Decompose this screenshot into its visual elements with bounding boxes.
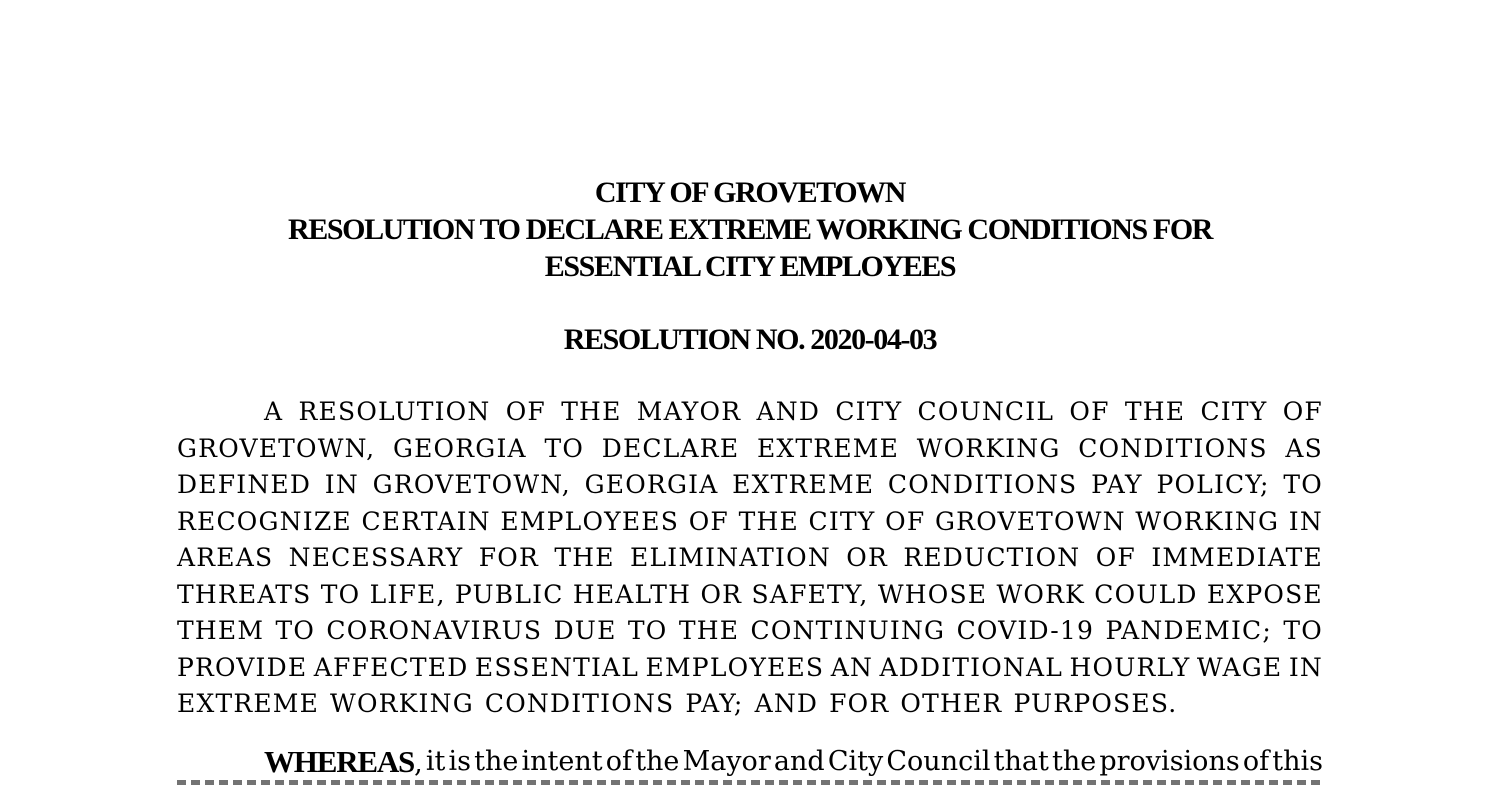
preamble-word: CITY <box>808 507 876 536</box>
whereas-next-line-cropped <box>177 780 1323 785</box>
whereas-word: this <box>1272 746 1323 777</box>
preamble-word: EMPLOYEES <box>500 507 680 536</box>
whereas-word: it <box>425 746 446 777</box>
preamble-line <box>177 613 1323 649</box>
preamble-word: COUNCIL <box>917 397 1055 426</box>
preamble-word: GEORGIA <box>392 434 527 463</box>
preamble-word: AN <box>830 653 874 682</box>
preamble-word: GROVETOWN, <box>177 434 376 463</box>
preamble-word: OF <box>1069 397 1110 426</box>
preamble-word: FOR <box>829 689 890 718</box>
preamble-word: THE <box>561 397 622 426</box>
whereas-word: intent <box>521 746 603 777</box>
preamble-word: THREATS <box>177 580 312 609</box>
preamble-line <box>177 504 1323 540</box>
preamble-word: ESSENTIAL <box>474 653 640 682</box>
whereas-word: of <box>1242 746 1270 777</box>
whereas-word: Council <box>886 746 991 777</box>
preamble-word: PROVIDE <box>177 653 308 682</box>
preamble-word: CONTINUING <box>750 616 946 645</box>
preamble-word: EXTREME <box>732 470 875 499</box>
preamble-word: NECESSARY <box>288 543 464 572</box>
preamble-word: WORK <box>996 580 1086 609</box>
preamble-word: MAYOR <box>636 397 742 426</box>
preamble-word: PANDEMIC; <box>1105 616 1273 645</box>
whereas-word: provisions <box>1099 746 1240 777</box>
preamble-word: PAY <box>1091 470 1143 499</box>
preamble-word: OF <box>885 507 926 536</box>
whereas-keyword: WHEREAS, <box>264 744 423 779</box>
preamble-word: CONDITIONS <box>887 470 1078 499</box>
whereas-word: City <box>827 746 884 777</box>
preamble-word: AND <box>754 689 819 718</box>
preamble-word: WORKING <box>916 434 1061 463</box>
preamble-word: CONDITIONS <box>484 689 675 718</box>
preamble-word: OF <box>688 507 729 536</box>
preamble-word: IN <box>1288 653 1323 682</box>
preamble-word: PURPOSES. <box>1013 689 1178 718</box>
preamble-word: TO <box>627 616 668 645</box>
preamble-word: CITY <box>835 397 903 426</box>
whereas-word: and <box>773 746 825 777</box>
preamble-word: A <box>264 397 284 426</box>
whereas-word: Mayor <box>682 746 771 777</box>
preamble-word: AND <box>756 397 821 426</box>
preamble-word: EMPLOYEES <box>645 653 825 682</box>
preamble-word: THE <box>1124 397 1186 426</box>
preamble-line <box>177 467 1323 503</box>
preamble-word: DUE <box>553 616 617 645</box>
whereas-word: the <box>1051 746 1097 777</box>
heading-city: CITY OF GROVETOWN <box>594 176 906 209</box>
preamble-word: THEM <box>177 616 265 645</box>
preamble-word: THE <box>738 507 799 536</box>
preamble-line <box>177 431 1323 467</box>
preamble-word: TO <box>275 616 316 645</box>
preamble-word: COULD <box>1094 580 1198 609</box>
preamble-word: THE <box>678 616 740 645</box>
preamble-word: IN <box>1288 507 1323 536</box>
preamble-word: TO <box>1283 616 1323 645</box>
preamble-word: THE <box>554 543 615 572</box>
preamble-line <box>264 394 1323 430</box>
whereas-word: the <box>474 746 519 777</box>
resolution-number: RESOLUTION NO. 2020-04-03 <box>563 323 937 356</box>
preamble-word: GROVETOWN <box>935 507 1126 536</box>
preamble-line <box>177 650 1323 686</box>
preamble-word: HOURLY <box>1069 653 1191 682</box>
preamble-word: TO <box>544 434 585 463</box>
whereas-paragraph <box>264 743 1323 783</box>
preamble-word: OTHER <box>900 689 1003 718</box>
preamble-word: GEORGIA <box>584 470 719 499</box>
preamble-word: WORKING <box>1135 507 1280 536</box>
preamble-word: CITY <box>1200 397 1268 426</box>
preamble-word: EXTREME <box>756 434 900 463</box>
preamble-word: OR <box>846 543 888 572</box>
preamble-word: RESOLUTION <box>298 397 491 426</box>
heading-resolution-title: RESOLUTION TO DECLARE EXTREME WORKING CONDITIONS FOR <box>287 213 1213 246</box>
preamble-word: PUBLIC <box>454 580 564 609</box>
preamble-word: TO <box>1283 470 1323 499</box>
preamble-word: GROVETOWN, <box>372 470 571 499</box>
whereas-word: that <box>993 746 1049 777</box>
preamble-word: OF <box>1095 543 1136 572</box>
heading-resolution-subtitle: ESSENTIAL CITY EMPLOYEES <box>544 250 956 283</box>
preamble-word: SAFETY, <box>751 580 869 609</box>
preamble-word: TO <box>320 580 361 609</box>
preamble-word: DECLARE <box>601 434 740 463</box>
preamble-line <box>177 540 1323 576</box>
preamble-word: LIFE, <box>369 580 446 609</box>
preamble-word: HEALTH <box>572 580 692 609</box>
preamble-word: WHOSE <box>877 580 988 609</box>
preamble-word: REDUCTION <box>903 543 1081 572</box>
preamble-word: AREAS <box>177 543 274 572</box>
preamble-word: ELIMINATION <box>630 543 831 572</box>
preamble-line <box>177 686 1323 722</box>
preamble-word: RECOGNIZE <box>177 507 352 536</box>
preamble-word: PAY; <box>685 689 744 718</box>
preamble-word: EXPOSE <box>1206 580 1323 609</box>
preamble-word: AFFECTED <box>313 653 469 682</box>
preamble-word: CERTAIN <box>361 507 491 536</box>
preamble-word: IN <box>324 470 359 499</box>
preamble-word: OF <box>1282 397 1323 426</box>
preamble-word: CONDITIONS <box>1078 434 1268 463</box>
preamble-word: ADDITIONAL <box>879 653 1064 682</box>
preamble-word: DEFINED <box>177 470 312 499</box>
preamble-word: COVID-19 <box>956 616 1095 645</box>
preamble-word: EXTREME <box>177 689 320 718</box>
preamble-word: WAGE <box>1196 653 1283 682</box>
preamble-word: OF <box>505 397 546 426</box>
preamble-word: CORONAVIRUS <box>326 616 543 645</box>
preamble-word: AS <box>1285 434 1323 463</box>
preamble-line <box>177 577 1323 613</box>
preamble-word: OR <box>700 580 743 609</box>
preamble-word: WORKING <box>330 689 474 718</box>
whereas-word: the <box>635 746 680 777</box>
preamble-word: FOR <box>478 543 539 572</box>
preamble-word: POLICY; <box>1156 470 1270 499</box>
preamble-word: IMMEDIATE <box>1151 543 1323 572</box>
whereas-word: is <box>448 746 471 777</box>
whereas-word: of <box>605 746 633 777</box>
